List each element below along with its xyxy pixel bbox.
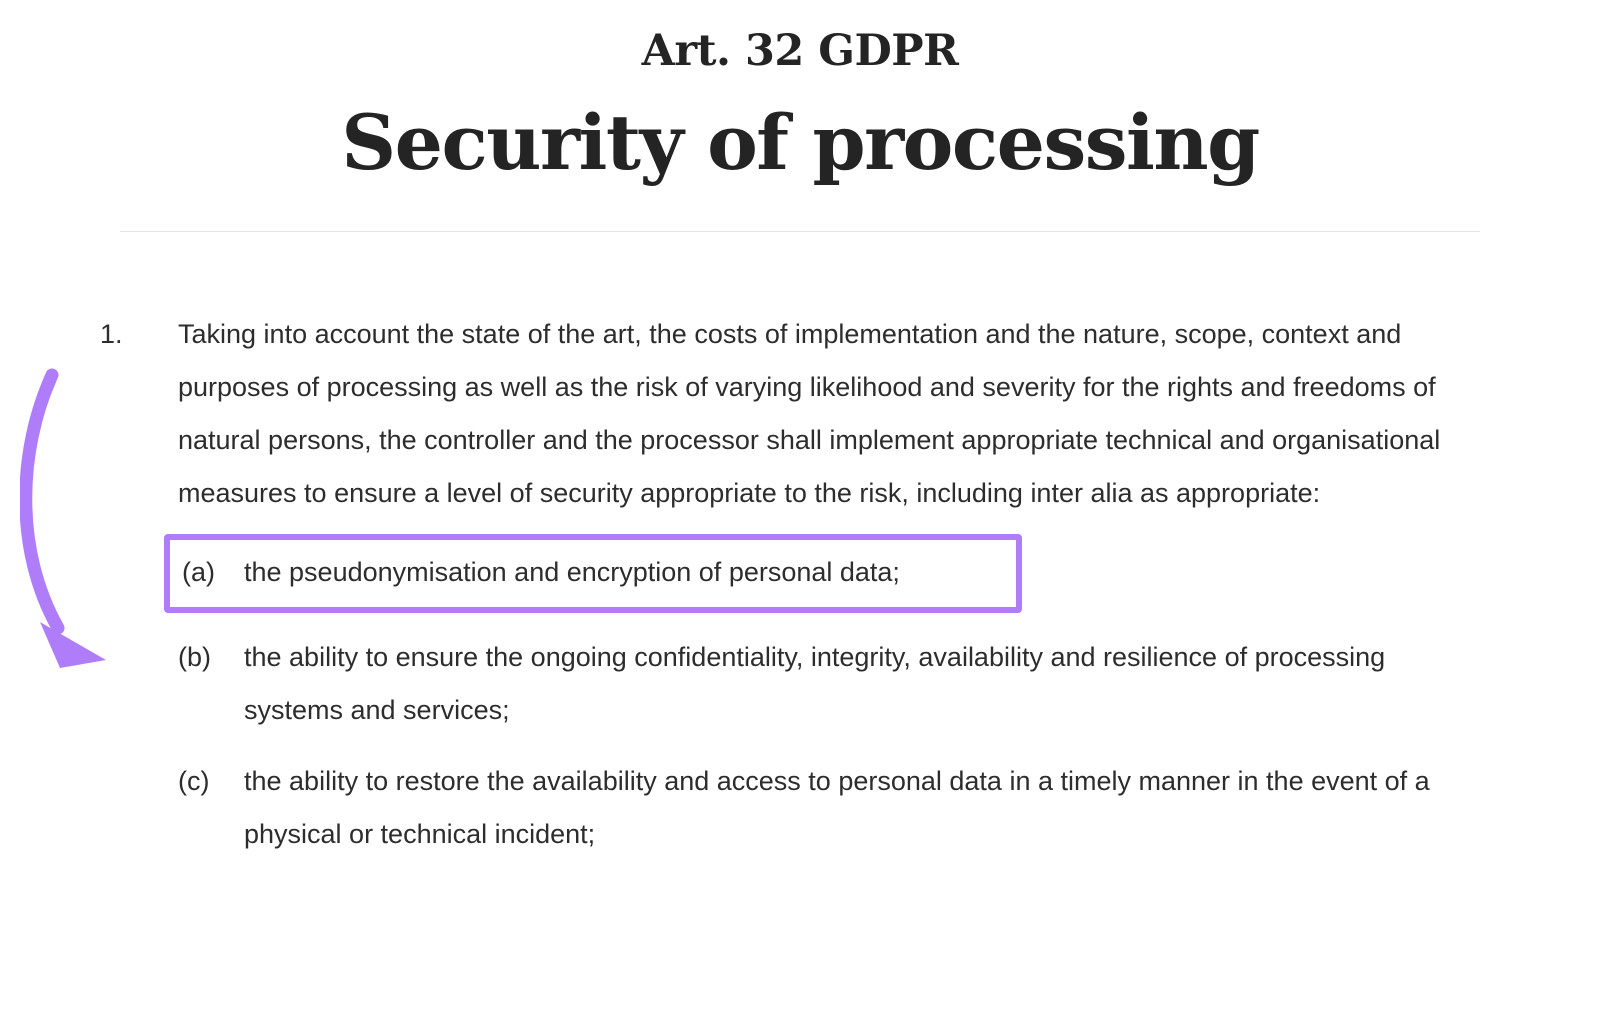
article-body — [0, 308, 1600, 881]
subitem-text: the ability to restore the availability and access to personal data in a timely manner in the event of a physical or technical incident; — [244, 765, 1430, 849]
clause-text: Taking into account the state of the art, the costs of implementation and the nature, scope, context and purposes of processing as well as the risk of varying likelihood and severity for the rights and freedoms of natural persons, the controller and the processor shall implement appropriate technical and organisational measures to ensure a level of security appropriate to the risk, including inter alia as appropriate: — [178, 318, 1441, 508]
clause-1-sublist — [100, 534, 1490, 861]
header-divider — [120, 231, 1480, 232]
subitem-b — [178, 631, 1490, 737]
page-title: Security of processing — [341, 98, 1259, 188]
subitem-marker: (b) — [178, 641, 211, 672]
subitem-text: the pseudonymisation and encryption of personal data; — [244, 556, 900, 587]
clause-number: 1. — [100, 318, 123, 349]
subitem-text: the ability to ensure the ongoing confidentiality, integrity, availability and resilience of processing systems and services; — [244, 641, 1386, 725]
subitem-marker: (c) — [178, 765, 210, 796]
subitem-a-highlighted — [164, 534, 1022, 613]
subitem-marker: (a) — [182, 556, 215, 587]
clause-1 — [100, 308, 1490, 520]
subitem-c — [178, 755, 1490, 861]
article-reference: Art. 32 GDPR — [641, 26, 959, 76]
